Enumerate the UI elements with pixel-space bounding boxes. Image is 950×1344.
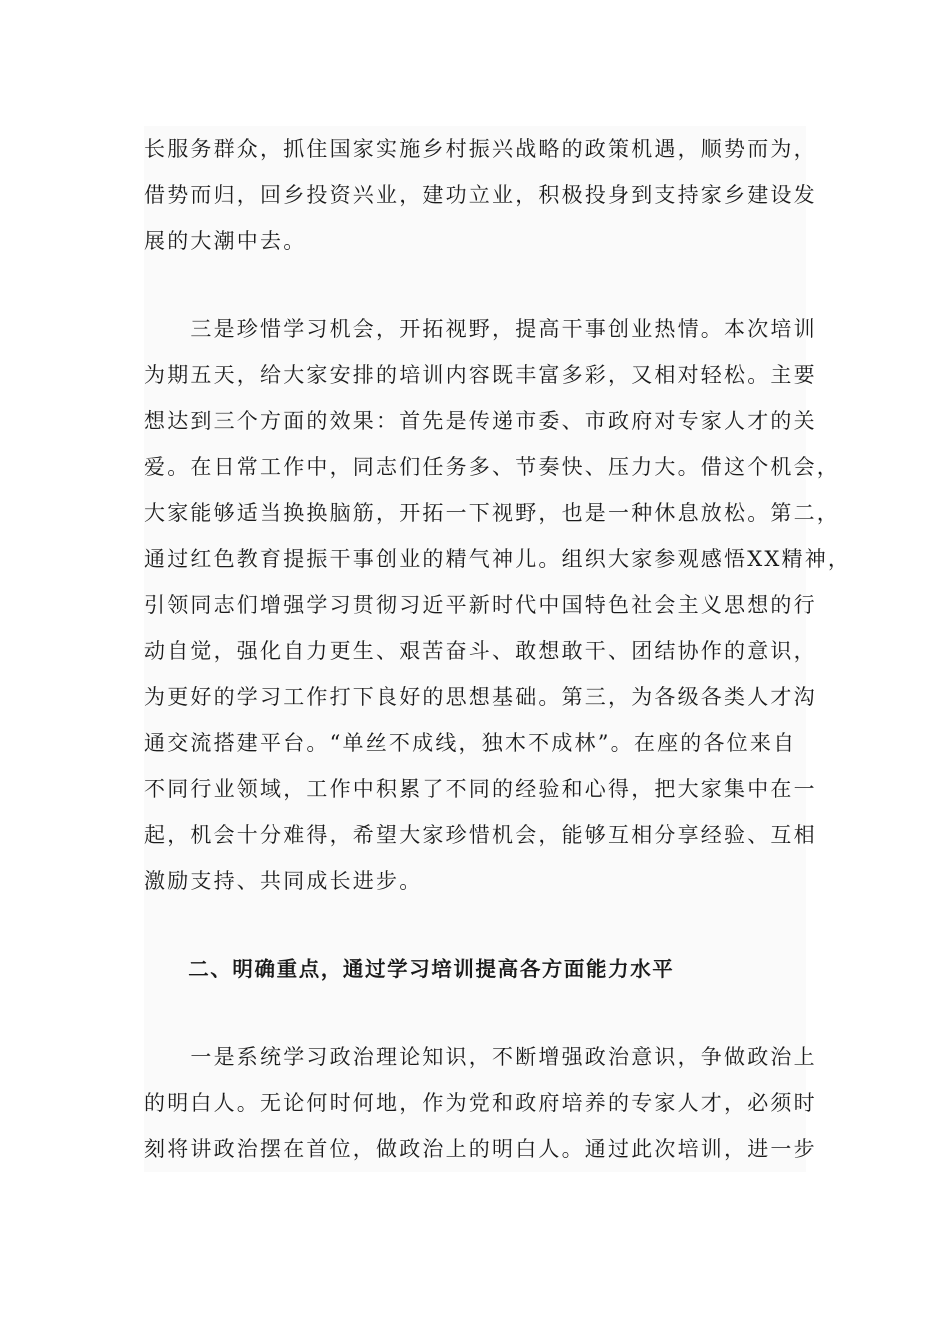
document-body (144, 126, 852, 1172)
text-line: 的明白人。无论何时何地，作为党和政府培养的专家人才，必须时 (144, 1091, 817, 1115)
text-line: 不同行业领域，工作中积累了不同的经验和心得，把大家集中在一 (144, 777, 817, 801)
section-heading: 二、明确重点，通过学习培训提高各方面能力水平 (144, 957, 675, 981)
text-line: 一是系统学习政治理论知识，不断增强政治意识，争做政治上 (144, 1045, 817, 1069)
text-line: 激励支持、共同成长进步。 (144, 869, 423, 893)
paragraph-gap (144, 904, 806, 946)
paragraph-three (144, 306, 852, 904)
paragraph-gap (144, 264, 806, 306)
paragraph-one (144, 1034, 817, 1172)
text-line: 为期五天，给大家安排的培训内容既丰富多彩，又相对轻松。主要 (144, 363, 817, 387)
text-line: 三是珍惜学习机会，开拓视野，提高干事创业热情。本次培训 (144, 317, 817, 341)
text-line: 起，机会十分难得，希望大家珍惜机会，能够互相分享经验、互相 (144, 823, 817, 847)
text-line: 为更好的学习工作打下良好的思想基础。第三，为各级各类人才沟 (144, 685, 817, 709)
text-line: 想达到三个方面的效果：首先是传递市委、市政府对专家人才的关 (144, 409, 817, 433)
paragraph-gap (144, 992, 806, 1034)
text-line: 动自觉，强化自力更生、艰苦奋斗、敢想敢干、团结协作的意识， (144, 639, 817, 663)
text-line: 爱。在日常工作中，同志们任务多、节奏快、压力大。借这个机会， (144, 455, 840, 479)
text-line: 长服务群众，抓住国家实施乡村振兴战略的政策机遇，顺势而为， (144, 137, 817, 161)
text-line: 借势而归，回乡投资兴业，建功立业，积极投身到支持家乡建设发 (144, 183, 817, 207)
text-line: 展的大潮中去。 (144, 229, 307, 253)
paragraph-continued (144, 126, 817, 264)
text-line: 大家能够适当换换脑筋，开拓一下视野，也是一种休息放松。第二， (144, 501, 840, 525)
text-line: 通过红色教育提振干事创业的精气神儿。组织大家参观感悟XX精神， (144, 547, 852, 571)
text-line: 引领同志们增强学习贯彻习近平新时代中国特色社会主义思想的行 (144, 593, 817, 617)
text-line: 刻将讲政治摆在首位，做政治上的明白人。通过此次培训，进一步 (144, 1137, 817, 1161)
text-line: 通交流搭建平台。“单丝不成线，独木不成林”。在座的各位来自 (144, 731, 797, 755)
